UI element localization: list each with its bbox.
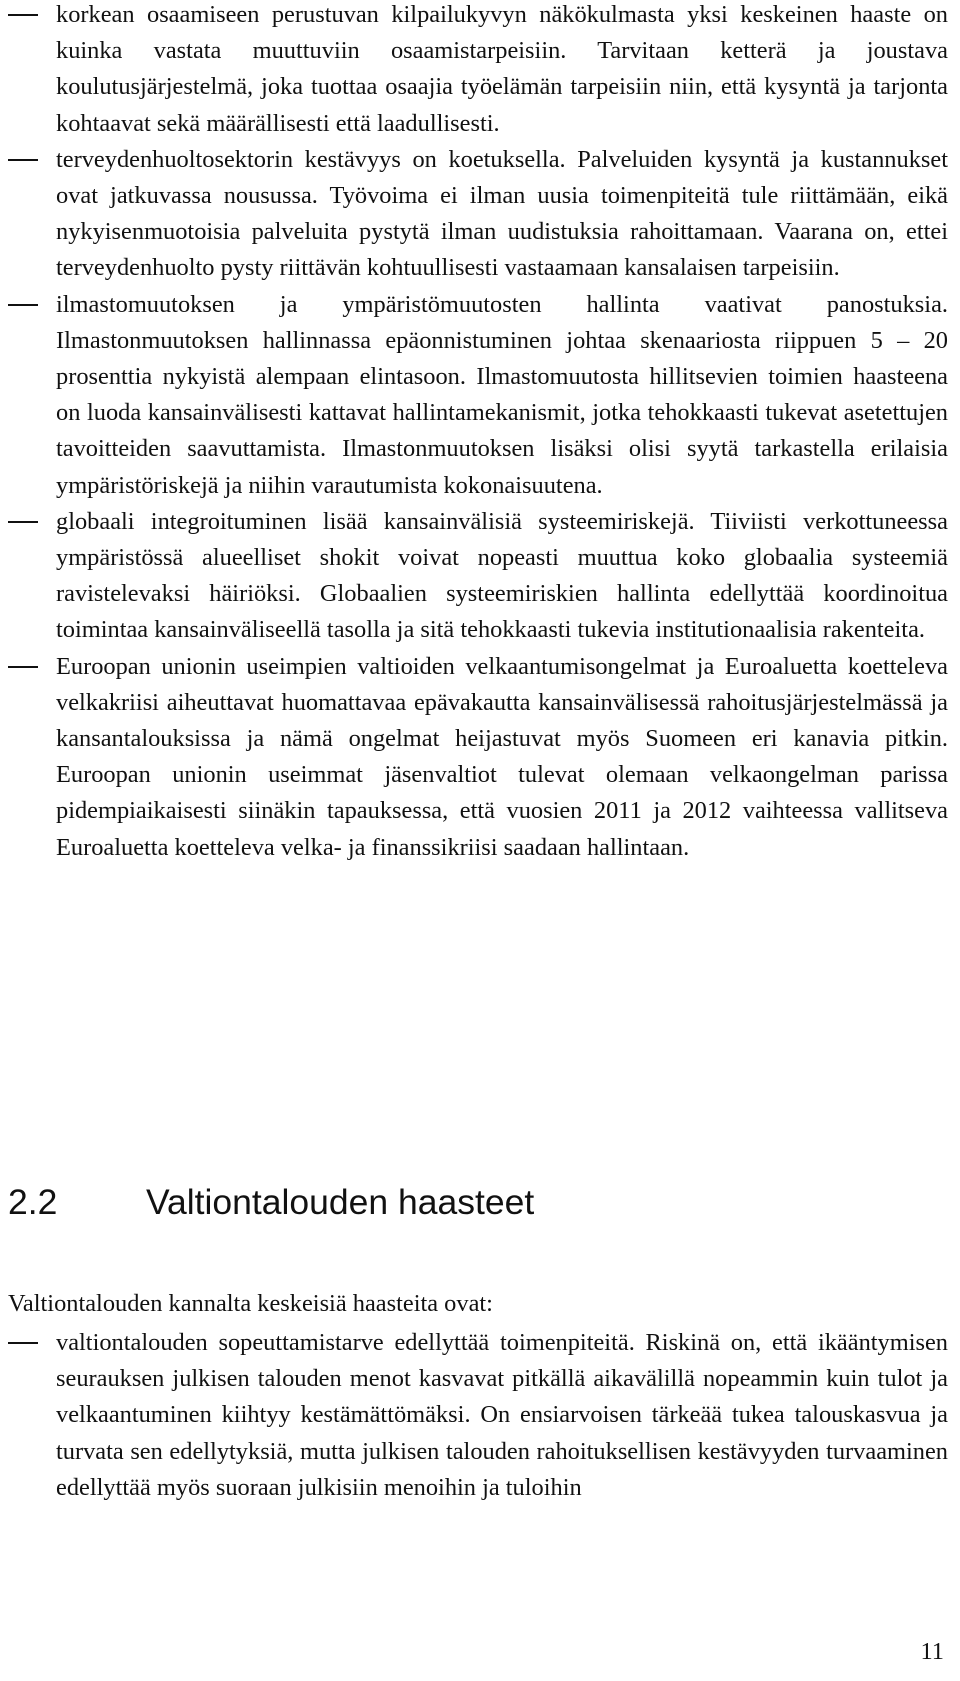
list-item <box>0 649 948 866</box>
list-item <box>0 287 948 504</box>
dash-bullet-icon <box>8 159 38 161</box>
list-item-text: valtiontalouden sopeuttamistarve edellyttää toimenpiteitä. Riskinä on, että ikääntymisen seurauksen julkisen talouden menot kasvavat pitkällä aikavälillä nopeammin kuin tulot ja velkaantuminen kiihtyy kestämättömäksi. On ensiarvoisen tärkeää tukea talouskasvua ja turvata sen edellytyksiä, mutta julkisen talouden rahoituksellisen kestävyyden turvaaminen edellyttää myös suoraan julkisiin menoihin ja tuloihin <box>56 1329 948 1501</box>
dash-bullet-icon <box>8 14 38 16</box>
list-item-text: terveydenhuoltosektorin kestävyys on koetuksella. Palveluiden kysyntä ja kustannukset ovat jatkuvassa nousussa. Työvoima ei ilman uusia toimenpiteitä tule riittämään, eikä nykyisenmuotoisia palveluita pystytä ilman uudistuksia rahoittamaan. Vaarana on, ettei terveydenhuolto pysty riittävän kohtuullisesti vastaamaan kansalaisen tarpeisiin. <box>56 145 948 282</box>
list-item <box>0 142 948 287</box>
dash-bullet-icon <box>8 1342 38 1344</box>
section-title: Valtiontalouden haasteet <box>146 1182 535 1222</box>
section-number: 2.2 <box>8 1182 58 1222</box>
list-item-text: ilmastomuutoksen ja ympäristömuutosten hallinta vaativat panostuksia. Ilmastonmuutoksen hallinnassa epäonnistuminen johtaa skenaariosta riippuen 5 – 20 prosenttia nykyistä alempaan elintasoon. Ilmastomuutosta hillitsevien toimien haasteena on luoda kansainvälisesti kattavat hallintamekanismit, jotka tehokkaasti tukevat asetettujen tavoitteiden saavuttamista. Ilmastonmuutoksen lisäksi olisi syytä tarkastella erilaisia ympäristöriskejä ja niihin varautumista kokonaisuutena. <box>56 290 948 499</box>
list-item-text: korkean osaamiseen perustuvan kilpailukyvyn näkökulmasta yksi keskeinen haaste on kuinka vastata muuttuviin osaamistarpeisiin. Tarvitaan ketterä ja joustava koulutusjärjestelmä, joka tuottaa osaajia työelämän tarpeisiin niin, että kysyntä ja tarjonta kohtaavat sekä määrällisesti että laadullisesti. <box>56 1 948 137</box>
section-heading <box>8 1180 534 1224</box>
page-number: 11 <box>920 1638 944 1665</box>
budget-challenges-list <box>0 1325 948 1506</box>
section-intro: Valtiontalouden kannalta keskeisiä haasteita ovat: <box>8 1290 493 1317</box>
list-item <box>0 504 948 649</box>
list-item <box>0 0 948 142</box>
dash-bullet-icon <box>8 666 38 668</box>
list-item <box>0 1325 948 1506</box>
dash-bullet-icon <box>8 521 38 523</box>
dash-bullet-icon <box>8 304 38 306</box>
list-item-text: Euroopan unionin useimpien valtioiden velkaantumisongelmat ja Euroaluetta koetteleva velkakriisi aiheuttavat huomattavaa epävakautta kansainvälisessä rahoitusjärjestelmässä ja kansantalouksissa ja nämä ongelmat heijastuvat myös Suomeen eri kanavia pitkin. Euroopan unionin useimmat jäsenvaltiot tulevat olemaan velkaongelman parissa pidempiaikaisesti siinäkin tapauksessa, että vuosien 2011 ja 2012 vaihteessa vallitseva Euroaluetta koetteleva velka- ja finanssikriisi saadaan hallintaan. <box>56 652 948 861</box>
list-item-text: globaali integroituminen lisää kansainvälisiä systeemiriskejä. Tiiviisti verkottuneessa ympäristössä alueelliset shokit voivat nopeasti muuttua koko globaalia systeemiä ravistelevaksi häiriöksi. Globaalien systeemiriskien hallinta edellyttää koordinoitua toimintaa kansainväliseellä tasolla ja sitä tehokkaasti tukevia institutionaalisia rakenteita. <box>56 507 948 644</box>
